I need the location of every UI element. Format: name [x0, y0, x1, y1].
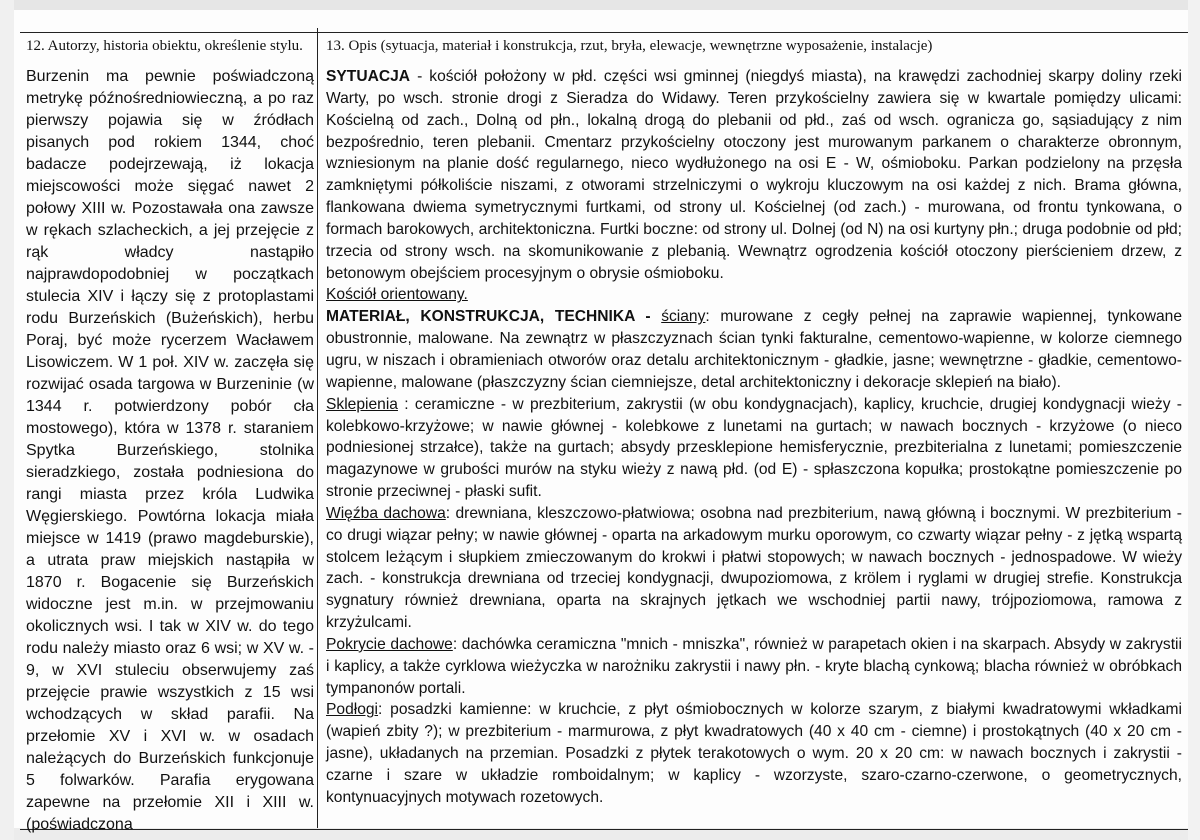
situation-paragraph	[326, 66, 1182, 284]
walls-label: ściany	[661, 308, 706, 326]
roofing-text: : dachówka ceramiczna "mnich - mniszka", również w parapetach okien i na skarpach. Absydy w zakrystii i kaplicy, a także cyrklowa wieżyczka w narożniku zakrystii i nawy płn. - kryte blachą cynkową; blacha również w obróbkach tympanonów portali.	[326, 635, 1182, 697]
vaults-paragraph	[326, 394, 1182, 503]
roof-frame-label: Więźba dachowa	[326, 504, 446, 522]
scan-edge-left	[0, 0, 14, 840]
situation-text: - kościół położony w płd. części wsi gminnej (niegdyś miasta), na krawędzi zachodniej skarpy doliny rzeki Warty, po wsch. stronie drogi z Sieradza do Widawy. Teren przykościelny zawiera się w kwartale pomiędzy ulicami: Kościelną od zach., Dolną od płn., lokalną drogą do plebanii od płd., zaś od wsch. ogranicza go, sąsiadujący z nim bezpośrednio, teren plebanii. Cmentarz przykościelny otoczony jest murowanym parkanem o charakterze obronnym, wzniesionym na planie dość regularnego, nieco wydłużonego na osi E - W, ośmioboku. Parkan podzielony na przęsła zamkniętymi półkoliście niszami, z otworami strzelniczymi o wykroju kluczowym na osi każdej z nich. Brama główna, flankowana dwiema symetrycznymi furtkami, od strony ul. Kościelnej (od zach.) - murowana, od frontu tynkowana, o formach barokowych, architektoniczna. Furtki boczne: od strony ul. Dolnej (od N) na osi kurtyny płn.; druga podobnie od płd; trzecia od strony wsch. na skomunikowanie z plebanią. Wewnątrz ogrodzenia kościół otoczony pierścieniem drzew, z betonowym obejściem procesyjnym o obrysie ośmioboku.	[326, 68, 1182, 282]
orientation-paragraph	[326, 284, 1182, 306]
roofing-paragraph	[326, 634, 1182, 700]
material-dash: -	[634, 308, 662, 326]
material-paragraph	[326, 306, 1182, 393]
orientation-text: Kościół orientowany.	[326, 286, 468, 304]
scan-edge-top	[0, 0, 1200, 10]
section-12-heading: 12. Autorzy, historia obiektu, określenie stylu.	[26, 38, 303, 54]
floors-text: : posadzki kamienne: w kruchcie, z płyt ośmiobocznych w kolorze szarym, z białymi kwadratowymi wkładkami (wapień zbity ?); w prezbiterium - marmurowa, z płyt kwadratowych (40 x 40 cm - ciemne) i prostokątnych (40 x 20 cm - jasne), układanych na przemian. Posadzki z płytek terakotowych o wym. 20 x 20 cm: w nawach bocznych i zakrystii - czarne i szare w układzie romboidalnym; w kaplicy - wzorzyste, szaro-czarno-czerwone, o geometrycznych, kontynuacyjnych motywach rozetowych.	[326, 701, 1182, 806]
roof-frame-text: : drewniana, kleszczowo-płatwiowa; osobna nad prezbiterium, nawą główną i bocznymi. W prezbiterium - co drugi wiązar pełny; w nawie głównej - oparta na arkadowym murku oporowym, co czwarty wiązar pełny - z jętką wspartą stolcem leżącym i słupkiem zmieczowanym do krokwi i płatwi stopowych; w nawach bocznych - jednospadowe. W wieży zach. - konstrukcja drewniana od trzeciej kondygnacji, dwupoziomowa, z krölem i ryglami w drugiej strefie. Konstrukcja sygnatury również drewniana, oparta na skrajnych jętkach we wschodniej partii nawy, trójpoziomowa, ramowa z krzyżulcami.	[326, 504, 1182, 632]
material-label: MATERIAŁ, KONSTRUKCJA, TECHNIKA	[326, 308, 635, 326]
description-text	[326, 66, 1182, 809]
floors-label: Podłogi	[326, 701, 379, 719]
vaults-text: : ceramiczne - w prezbiterium, zakrystii (w obu kondygnacjach), kaplicy, kruchcie, drugiej kondygnacji wieży - kolebkowo-krzyżowe; w nawie głównej - kolebkowe z lunetami na gurtach; w nawach bocznych - krzyżowe (o nieco podniesionej strzałce), także na gurtach; absydy przesklepione hemisferycznie, prezbiterialna z lunetami; pomieszczenie magazynowe w grubości murów na styku wieży z nawą płd. (od E) - spłaszczona kopułka; prostokątne pomieszczenie po stronie przeciwnej - płaski sufit.	[326, 395, 1182, 501]
roof-frame-paragraph	[326, 503, 1182, 634]
column-divider	[317, 28, 318, 828]
section-13-heading: 13. Opis (sytuacja, materiał i konstrukcja, rzut, bryła, elewacje, wewnętrzne wyposażenie, instalacje)	[326, 38, 933, 54]
floors-paragraph	[326, 699, 1182, 808]
walls-text: : murowane z cegły pełnej na zaprawie wapiennej, tynkowane obustronnie, malowane. Na zewnątrz w płaszczyznach ścian tynki fakturalne, cementowo-wapienne, w kolorze ciemnego ugru, w niszach i obramieniach otworów oraz detalu architektonicznym - gładkie, jasne; wewnętrzne - gładkie, cementowo- wapienne, malowane (płaszczyzny ścian ciemniejsze, detal architektoniczny i dekoracje sklepień na biało).	[326, 308, 1182, 391]
vaults-label: Sklepienia	[326, 395, 398, 413]
history-text: Burzenin ma pewnie poświadczoną metrykę późnośredniowieczną, a po raz pierwszy pojawia się w źródłach pisanych pod rokiem 1344, choć badacze podejrzewają, iż lokacja miejscowości może sięgać nawet 2 połowy XIII w. Pozostawała ona zawsze w rękach szlacheckich, a jej przejęcie z rąk władcy nastąpiło najprawdopodobniej w początkach stulecia XIV i łączy się z protoplastami rodu Burzeńskich (Bużeńskich), herbu Poraj, być może rycerzem Wacławem Lisowiczem. W 1 poł. XIV w. zaczęła się rozwijać osada targowa w Burzeninie (w 1344 r. potwierdzony pobór cła mostowego), która w 1378 r. staraniem Spytka Burzeńskiego, stolnika sieradzkiego, została podniesiona do rangi miasta przez króla Ludwika Węgierskiego. Powtórna lokacja miała miejsce w 1419 (prawo magdeburskie), a utrata praw miejskich nastąpiła w 1870 r. Bogacenie się Burzeńskich widoczne jest m.in. w przejmowaniu okolicznych wsi. I tak w XIV w. do tego rodu należy miasto oraz 6 wsi; w XV w. - 9, w XVI stuleciu obserwujemy zaś przejęcie prawie wszystkich z 15 wsi wchodzących w skład parafii. Na przełomie XV i XVI w. w osadach należących do Burzeńskich funkcjonuje 5 folwarków. Parafia erygowana zapewne na przełomie XII i XIII w. (poświadczona	[26, 68, 314, 833]
scan-edge-right	[1188, 0, 1200, 840]
roofing-label: Pokrycie dachowe	[326, 635, 453, 653]
situation-label: SYTUACJA	[326, 68, 411, 85]
